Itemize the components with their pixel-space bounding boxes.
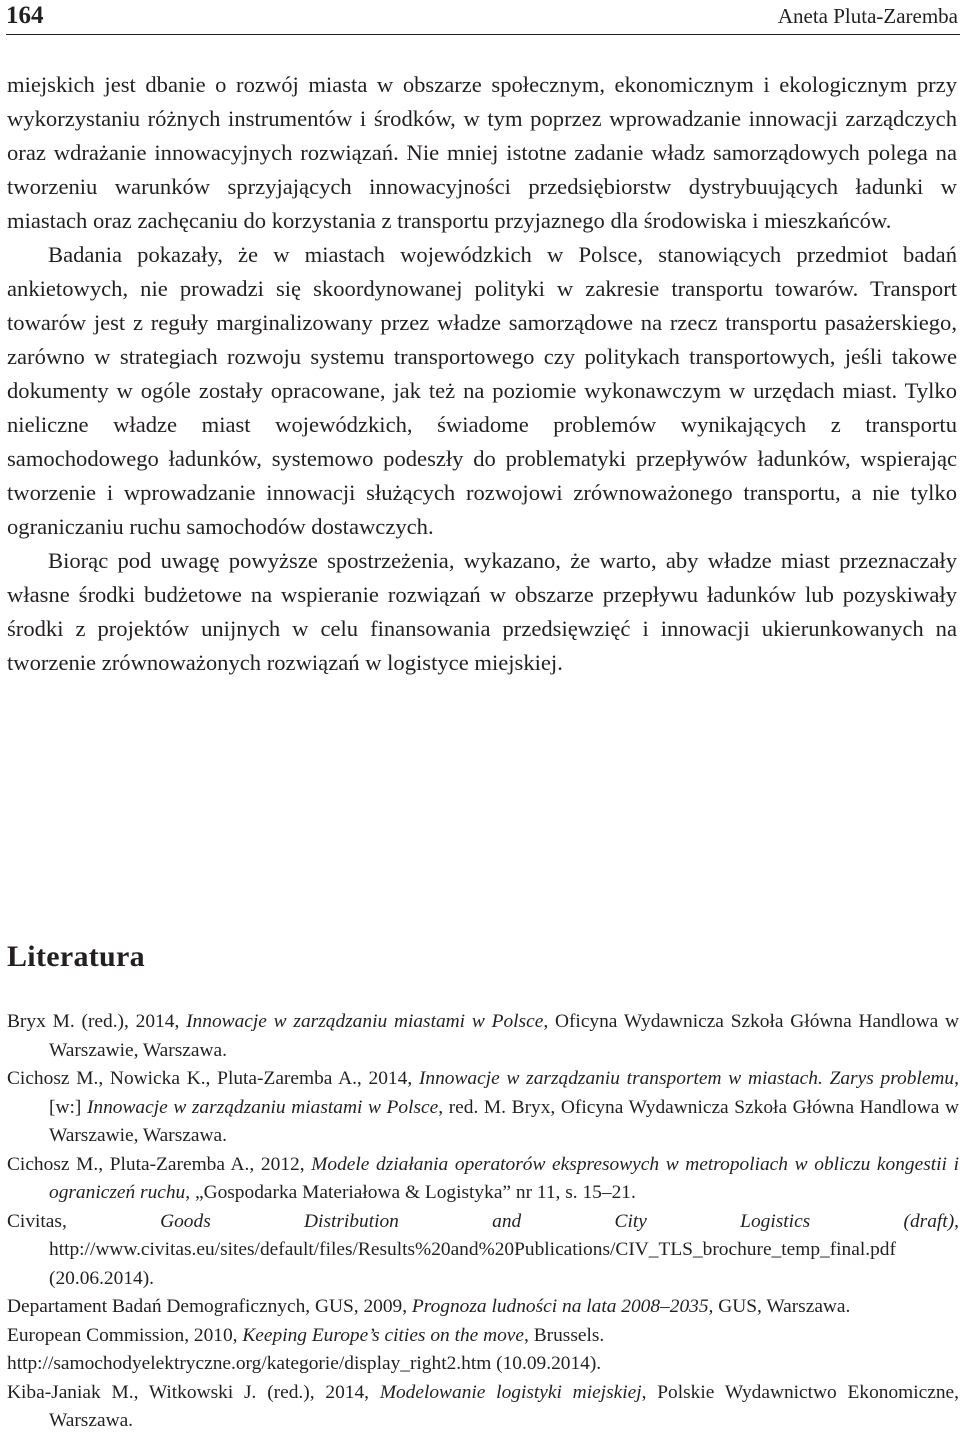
paragraph: Badania pokazały, że w miastach wojewódzkich w Polsce, stanowiących przedmiot badań ankietowych, nie prowadzi się skoordynowanej polityki w zakresie transportu towarów. Transport towarów jest z reguły marginalizowany przez władze samorządowe na rzecz transportu pasażerskiego, zarówno w strategiach rozwoju systemu transportowego czy politykach transportowych, jeśli takowe dokumenty w ogóle zostały opracowane, jak też na poziomie wykonawczym w urzędach miast. Tylko nieliczne władze miast wojewódzkich, świadome problemów wynikających z transportu samochodowego ładunków, systemowo podeszły do problematyki przepływów ładunków, wspierając tworzenie i wprowadzanie innowacji służących rozwojowi zrównoważonego transportu, a nie tylko ograniczaniu ruchu samochodów dostawczych. (7, 242, 957, 539)
page-header (6, 0, 960, 35)
ref-text: , http://www.civitas.eu/sites/default/files/Results%20and%20Publications/CIV_TLS_brochure_temp_final.pdf (20.06.2014). (49, 1210, 960, 1289)
ref-text: , [w:] (49, 1068, 959, 1118)
ref-text: Cichosz M., Pluta-Zaremba A., 2012, (7, 1153, 312, 1175)
ref-text: , Polskie Wydawnictwo Ekonomiczne, Warszawa. (49, 1381, 959, 1431)
reference-item (7, 1379, 959, 1436)
ref-title: Innowacje w zarządzaniu miastami w Polsce (86, 1096, 439, 1118)
body-text (7, 68, 957, 680)
paragraph: miejskich jest dbanie o rozwój miasta w obszarze społecznym, ekonomicznym i ekologicznym przy wykorzystaniu różnych instrumentów i środków, w tym poprzez wprowadzanie innowacji zarządczych oraz wdrażanie innowacyjnych rozwiązań. Nie mniej istotne zadanie władz samorządowych polega na tworzeniu warunków sprzyjających innowacyjności przedsiębiorstw dystrybuujących ładunki w miastach oraz zachęcaniu do korzystania z transportu przyjaznego dla środowiska i mieszkańców. (7, 72, 957, 233)
ref-title: Innowacje w zarządzaniu miastami w Polsce (186, 1011, 544, 1032)
literature-heading: Literatura (7, 940, 145, 973)
ref-title: Prognoza ludności na lata 2008–2035 (411, 1296, 709, 1317)
ref-text: European Commission, 2010, (7, 1324, 243, 1346)
ref-text: , „Gospodarka Materiałowa & Logistyka” nr 11, s. 15–21. (185, 1182, 636, 1203)
reference-item (7, 1151, 959, 1208)
ref-text: Departament Badań Demograficznych, GUS, 2009, (7, 1296, 412, 1317)
paragraph: Biorąc pod uwagę powyższe spostrzeżenia, wykazano, że warto, aby władze miast przeznaczały własne środki budżetowe na wspieranie rozwiązań w obszarze przepływu ładunków lub pozyskiwały środki z projektów unijnych w celu finansowania przedsięwzięć i innowacji ukierunkowanych na tworzenie zrównoważonych rozwiązań w logistyce miejskiej. (7, 548, 957, 675)
ref-text: , GUS, Warszawa. (708, 1296, 851, 1317)
ref-title: Keeping Europe’s cities on the move (242, 1324, 525, 1346)
ref-text: , red. M. Bryx, Oficyna Wydawnicza Szkoła Główna Handlowa w Warszawie, Warszawa. (49, 1096, 960, 1146)
reference-item (7, 1008, 959, 1065)
reference-item (7, 1350, 959, 1379)
ref-text: Cichosz M., Nowicka K., Pluta-Zaremba A., 2014, (7, 1068, 419, 1089)
reference-list (7, 1008, 959, 1436)
running-head-author: Aneta Pluta-Zaremba (777, 4, 958, 28)
ref-title: Goods Distribution and City Logistics (draft) (160, 1210, 955, 1232)
ref-title: Modele działania operatorów ekspresowych w metropoliach w obliczu kongestii i ograniczeń ruchu (49, 1153, 959, 1203)
page-number: 164 (6, 2, 44, 29)
ref-title: Innowacje w zarządzaniu transportem w miastach. Zarys problemu (418, 1068, 955, 1089)
reference-item (7, 1293, 959, 1322)
ref-text: , Brussels. (524, 1324, 605, 1346)
reference-item (7, 1208, 959, 1294)
ref-text: http://samochodyelektryczne.org/kategorie/display_right2.htm (10.09.2014). (7, 1353, 602, 1374)
ref-text: Civitas, (7, 1210, 161, 1232)
reference-item (7, 1065, 959, 1151)
ref-text: Bryx M. (red.), 2014, (7, 1011, 187, 1032)
ref-text: Kiba-Janiak M., Witkowski J. (red.), 2014, (7, 1381, 380, 1403)
ref-text: , Oficyna Wydawnicza Szkoła Główna Handlowa w Warszawie, Warszawa. (49, 1011, 959, 1061)
reference-item (7, 1322, 959, 1351)
ref-title: Modelowanie logistyki miejskiej (379, 1381, 642, 1403)
